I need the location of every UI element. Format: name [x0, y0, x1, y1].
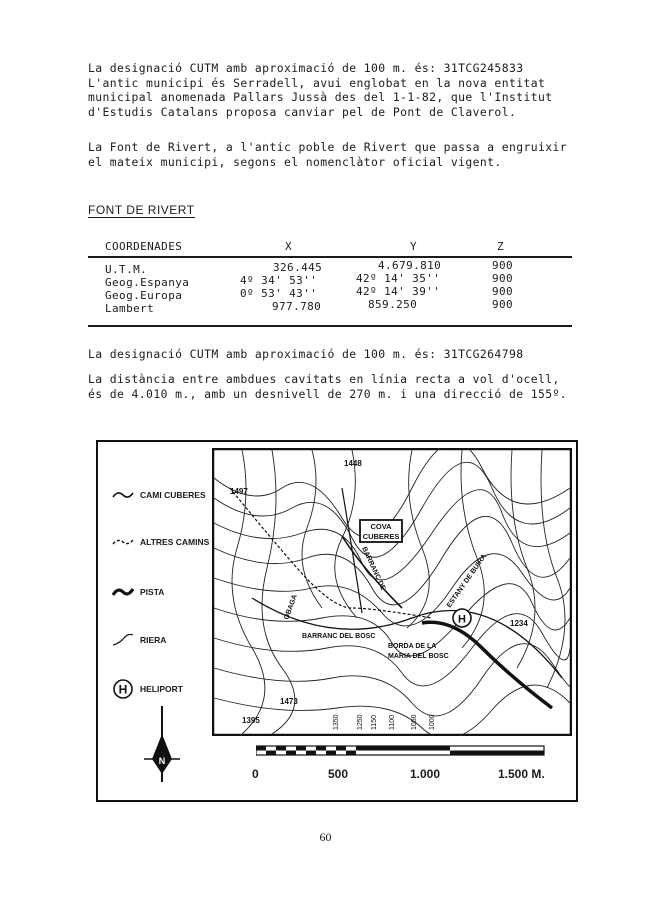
legend-label: ALTRES CAMINS	[140, 537, 210, 547]
row-label: Lambert	[105, 302, 155, 315]
borda-label-1: BORDA DE LA	[388, 643, 437, 650]
row-x: 4º 34' 53''	[240, 274, 318, 287]
map-heliport-symbol: H	[458, 613, 466, 626]
page-number: 60	[319, 830, 332, 844]
cave-label-2: CUBERES	[362, 532, 400, 541]
peak-1473-label: 1473	[280, 697, 298, 706]
north-arrow-icon	[142, 704, 182, 784]
row-y: 4.679.810	[378, 259, 442, 272]
row-z: 900	[492, 272, 514, 285]
row-z: 900	[492, 298, 514, 311]
section-heading: FONT DE RIVERT	[88, 203, 195, 217]
contour-label: 1250	[357, 714, 364, 730]
obaga-label: OBAGA	[283, 593, 299, 621]
thin-wavy-line-icon	[112, 489, 134, 501]
legend-item	[112, 634, 166, 646]
row-label: U.T.M.	[105, 263, 148, 276]
row-z: 900	[492, 259, 514, 272]
river-line-icon	[112, 634, 134, 646]
row-x: 326.445	[273, 261, 323, 274]
peak-1395-label: 1395	[242, 716, 260, 725]
estany-label: ESTANY DE BUIRA	[445, 553, 489, 610]
paragraph-1: La designació CUTM amb aproximació de 100 m. és: 31TCG245833 L'antic municipi és Serradell, avui englobat en la nova entitat municipal anomenada Pallars Jussà des del 1-1-82, que l'Institut d'Estudis Catalans proposa canviar pel de Pont de Claverol.	[88, 61, 553, 119]
row-y: 42º 14' 39''	[356, 285, 441, 298]
contour-label: 1000	[429, 714, 436, 730]
contour-label: 1100	[389, 714, 396, 730]
legend-label: HELIPORT	[140, 684, 183, 694]
row-y: 42º 14' 35''	[356, 272, 441, 285]
row-x: 977.780	[272, 300, 322, 313]
header-coordenades: COORDENADES	[105, 240, 183, 253]
barranc-label: BARRANC DE	[360, 545, 387, 592]
topographic-map	[212, 448, 572, 736]
paragraph-3: La designació CUTM amb aproximació de 100 m. és: 31TCG264798	[88, 347, 524, 361]
row-z: 900	[492, 285, 514, 298]
legend-item	[112, 489, 206, 501]
scale-label-1000: 1.000	[410, 767, 441, 781]
legend-label: CAMI CUBERES	[140, 490, 206, 500]
legend-item	[112, 586, 164, 598]
map-figure	[96, 440, 578, 802]
compass-n-label: N	[158, 756, 166, 766]
scale-label-500: 500	[328, 767, 349, 781]
cave-label-1: COVA	[370, 522, 392, 531]
dashed-line-icon	[112, 536, 134, 548]
peak-1497-label: 1497	[230, 487, 248, 496]
row-label: Geog.Espanya	[105, 276, 190, 289]
header-x: X	[285, 240, 293, 253]
thick-line-icon	[112, 586, 134, 598]
scale-label-0: 0	[252, 767, 259, 781]
contour-label: 1150	[371, 714, 378, 730]
paragraph-4: La distància entre ambdues cavitats en línia recta a vol d'ocell, és de 4.010 m., amb un desnivell de 270 m. i una direcció de 155º.	[88, 372, 568, 401]
header-z: Z	[497, 240, 505, 253]
paragraph-2: La Font de Rivert, a l'antic poble de Rivert que passa a engruixir el mateix municipi, segons el nomenclàtor oficial vigent.	[88, 140, 568, 169]
peak-1234-label: 1234	[510, 619, 528, 628]
legend-item	[112, 536, 209, 548]
borda-label-2: MARIA DEL BOSC	[388, 653, 449, 660]
row-y: 859.250	[368, 298, 418, 311]
legend-item	[112, 678, 183, 700]
legend-label: RIERA	[140, 635, 167, 645]
scale-label-1500: 1.500 M.	[498, 767, 545, 781]
row-x: 0º 53' 43''	[240, 287, 318, 300]
peak-1448-label: 1448	[344, 459, 362, 468]
legend-label: PISTA	[140, 587, 165, 597]
scale-bar-graphic	[256, 744, 546, 758]
table-top-rule	[88, 256, 572, 258]
header-y: Y	[410, 240, 418, 253]
heliport-symbol: H	[118, 682, 128, 697]
barranc-bosc-label: BARRANC DEL BOSC	[302, 633, 376, 640]
row-label: Geog.Europa	[105, 289, 183, 302]
contour-label: 1350	[333, 714, 340, 730]
heliport-icon	[112, 678, 134, 700]
contour-label: 1050	[411, 714, 418, 730]
table-bottom-rule	[88, 325, 572, 327]
